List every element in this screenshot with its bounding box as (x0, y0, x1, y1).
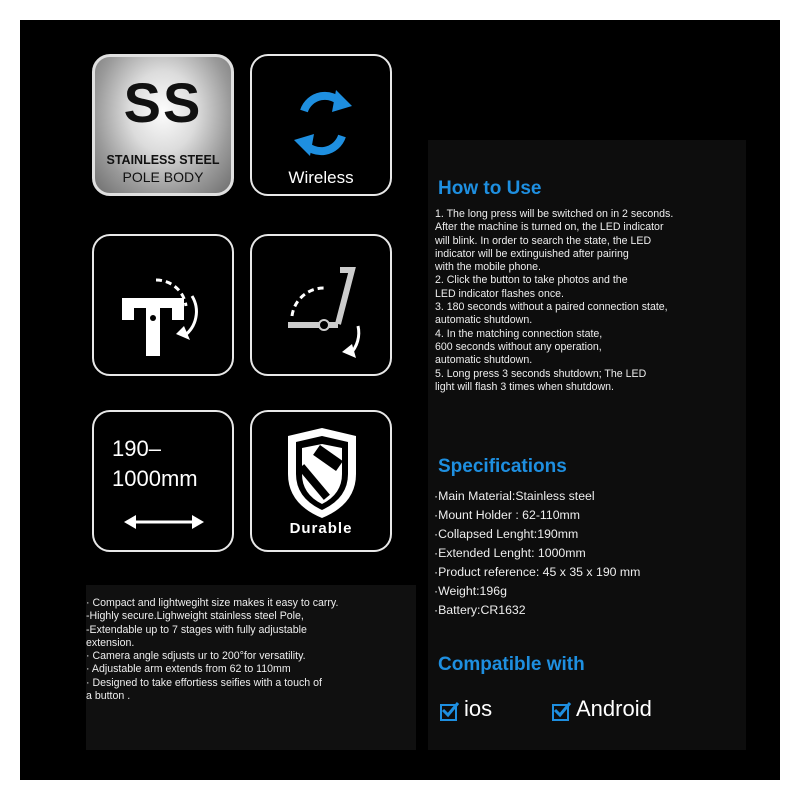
length-max: 1000mm (112, 466, 198, 491)
specifications-title: Specifications (438, 456, 567, 477)
how-to-use-title: How to Use (438, 178, 542, 199)
feature-line: -Extendable up to 7 stages with fully adjustable (86, 623, 307, 636)
wireless-label: Wireless (288, 168, 354, 187)
length-min: 190– (112, 436, 161, 461)
compatible-title: Compatible with (438, 654, 585, 675)
length-tile (92, 410, 234, 552)
spec-line: ·Extended Lenght: 1000mm (434, 546, 586, 560)
how-to-line: 3. 180 seconds without a paired connection state, (435, 301, 668, 314)
checkbox-checked-icon (552, 704, 569, 721)
double-arrow-icon (94, 412, 234, 552)
how-to-line: 2. Click the button to take photos and the (435, 274, 628, 287)
spec-line: ·Mount Holder : 62-110mm (434, 508, 581, 522)
how-to-line: 1. The long press will be switched on in 2 seconds. (435, 208, 674, 220)
how-to-line: light will flash 3 times when shutdown. (435, 380, 615, 393)
how-to-line: indicator will be extinguished after pairing (435, 247, 629, 260)
spec-line: ·Battery:CR1632 (434, 603, 526, 617)
feature-line: extension. (86, 636, 135, 649)
spec-line: ·Main Material:Stainless steel (434, 489, 595, 503)
ss-logo-text: SS (123, 71, 203, 134)
info-column (428, 140, 746, 750)
how-to-line: After the machine is turned on, the LED indicator (435, 221, 664, 234)
rotating-holder-icon (94, 236, 234, 376)
how-to-line: automatic shutdown. (435, 314, 533, 327)
product-info-panel (20, 20, 780, 780)
feature-line: -Highly secure.Lighweight stainless steel Pole, (86, 610, 304, 623)
fold-angle-tile (250, 234, 392, 376)
durable-label: Durable (289, 520, 353, 537)
how-to-line: 4. In the matching connection state, (435, 327, 603, 340)
how-to-line: will blink. In order to search the state, the LED (435, 234, 652, 247)
durable-tile (250, 410, 392, 552)
how-to-line: with the mobile phone. (435, 261, 542, 274)
feature-line: · Adjustable arm extends from 62 to 110mm (86, 663, 291, 676)
how-to-line: automatic shutdown. (435, 354, 533, 367)
how-to-use-list (435, 208, 673, 394)
feature-line: a button . (86, 690, 131, 703)
angle-adjust-icon (252, 236, 392, 376)
ios-label: ios (464, 696, 493, 721)
features-list (86, 585, 416, 703)
stainless-steel-tile (92, 54, 234, 196)
feature-line: · Compact and lightwegiht size makes it easy to carry. (86, 597, 339, 609)
spec-line: ·Collapsed Lenght:190mm (434, 527, 579, 541)
android-label: Android (576, 696, 652, 721)
ss-label-line2: POLE BODY (122, 169, 204, 185)
specifications-list (434, 487, 640, 620)
features-box (86, 585, 416, 750)
feature-line: · Designed to take effortiess seifies with a touch of (86, 676, 322, 689)
wireless-tile (250, 54, 392, 196)
ss-label-line1: STAINLESS STEEL (106, 153, 220, 167)
spec-line: ·Weight:196g (434, 584, 507, 598)
checkbox-checked-icon (440, 704, 457, 721)
how-to-line: 5. Long press 3 seconds shutdown; The LED (435, 367, 647, 380)
how-to-line: LED indicator flashes once. (435, 287, 564, 300)
rotate-holder-tile (92, 234, 234, 376)
how-to-line: 600 seconds without any operation, (435, 340, 602, 353)
feature-line: · Camera angle sdjusts ur to 200°for versatility. (86, 650, 306, 663)
spec-line: ·Product reference: 45 x 35 x 190 mm (434, 565, 641, 579)
